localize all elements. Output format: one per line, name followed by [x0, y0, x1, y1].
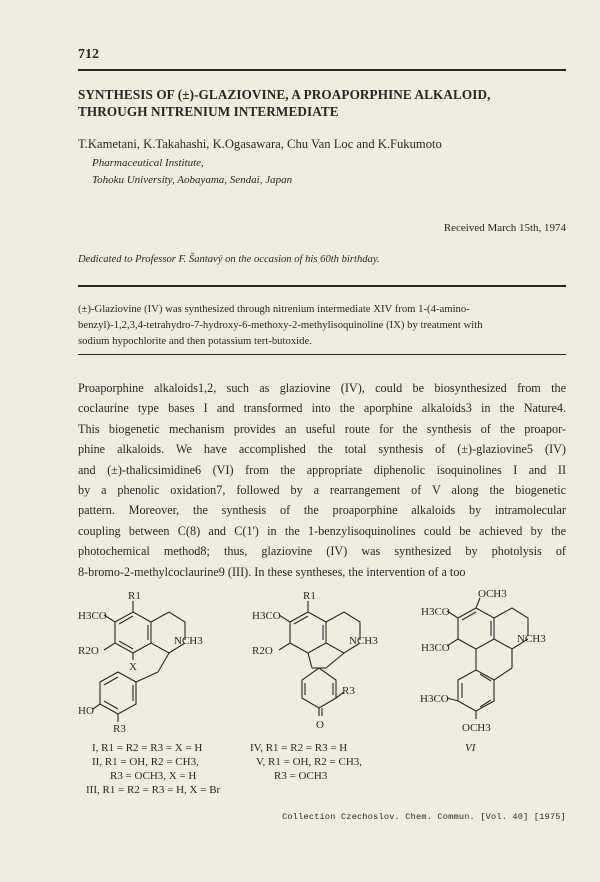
header-rule — [78, 69, 566, 71]
structure-proaporphine — [250, 588, 400, 733]
affiliation-line-1: Pharmaceutical Institute, — [92, 157, 204, 169]
body-line-4: phine alkaloids. We have accomplished the total synthesis of (±)-glaziovine5 (IV) — [78, 442, 566, 457]
body-line-3: This biogenetic mechanism provides an useful route for the synthesis of the proapor- — [78, 421, 566, 436]
page-number: 712 — [78, 47, 99, 62]
body-line-5: and (±)-thalicsimidine6 (VI) from the appropriate diphenolic isoquinolines I and II — [78, 462, 566, 477]
legend-iv: IV, R1 = R2 = R3 = H — [250, 742, 348, 754]
legend-benzylisoquinoline — [86, 741, 221, 797]
article-title — [78, 86, 566, 120]
title-line-2: THROUGH NITRENIUM INTERMEDIATE — [78, 104, 339, 119]
s2-r2o: R2O — [252, 645, 273, 657]
body-line-1: Proaporphine alkaloids1,2, such as glaziovine (IV), could be biosynthesized from the — [78, 381, 566, 395]
legend-i: I, R1 = R2 = R3 = X = H — [92, 742, 203, 754]
body-line-8: coupling between C(8) and C(1') in the 1-benzylisoquinolines could be achieved by the — [78, 523, 566, 538]
s1-ho: HO — [78, 705, 94, 717]
abstract-bottom-rule — [78, 354, 566, 355]
legend-ii-cont: R3 = OCH3, X = H — [110, 770, 197, 782]
s2-r1: R1 — [303, 590, 316, 602]
body-paragraph — [78, 378, 566, 582]
abstract — [78, 301, 566, 349]
dedication: Dedicated to Professor F. Šantavý on the occasion of his 60th birthday. — [78, 254, 380, 265]
abstract-line-2: benzyl)-1,2,3,4-tetrahydro-7-hydroxy-6-methoxy-2-methylisoquinoline (IX) by treatment with — [78, 319, 483, 331]
s3-och3-bottom: OCH3 — [462, 722, 491, 733]
s1-x: X — [129, 661, 137, 673]
author-list: T.Kametani, K.Takahashi, K.Ogasawara, Chu Van Loc and K.Fukumoto — [78, 137, 442, 151]
s3-h3co-3: H3CO — [420, 693, 449, 705]
legend-ii: II, R1 = OH, R2 = CH3, — [92, 756, 199, 768]
structure-aporphine — [418, 588, 568, 733]
s1-r1: R1 — [128, 590, 141, 602]
s1-r3: R3 — [113, 723, 126, 733]
body-line-6: by a phenolic oxidation7, followed by a rearrangement of V along the biogenetic — [78, 483, 566, 498]
s2-h3co: H3CO — [252, 610, 281, 622]
s1-nch3: NCH3 — [174, 635, 203, 647]
received-date: Received March 15th, 1974 — [443, 222, 566, 234]
body-line-9: photochemical method8; thus, glaziovine (IV) was synthesized by photolysis of — [78, 544, 566, 559]
s1-h3co: H3CO — [78, 610, 107, 622]
abstract-top-rule — [78, 285, 566, 287]
structure-benzylisoquinoline — [78, 588, 228, 733]
legend-v-cont: R3 = OCH3 — [274, 770, 328, 782]
legend-iii: III, R1 = R2 = R3 = H, X = Br — [86, 784, 221, 796]
body-line-7: pattern. Moreover, the synthesis of the proaporphine alkaloids by intramolecular — [78, 503, 566, 518]
s1-r2o: R2O — [78, 645, 99, 657]
s2-o: O — [316, 719, 324, 731]
s3-nch3: NCH3 — [517, 633, 546, 645]
s2-nch3: NCH3 — [349, 635, 378, 647]
journal-footer: Collection Czechoslov. Chem. Commun. [Vol. 40] [1975] — [282, 812, 566, 822]
legend-vi: VI — [465, 742, 476, 754]
body-line-10: 8-bromo-2-methylcoclaurine9 (III). In these syntheses, the intervention of a too — [78, 564, 466, 579]
affiliation-line-2: Tohoku University, Aobayama, Sendai, Japan — [92, 174, 293, 186]
abstract-line-1: (±)-Glaziovine (IV) was synthesized through nitrenium intermediate XIV from 1-(4-amino- — [78, 303, 470, 315]
s3-och3-top: OCH3 — [478, 588, 507, 600]
legend-v: V, R1 = OH, R2 = CH3, — [256, 756, 363, 768]
s3-h3co-1: H3CO — [421, 606, 450, 618]
abstract-line-3: sodium hypochlorite and then potassium tert-butoxide. — [78, 335, 312, 347]
legend-proaporphine — [250, 741, 362, 783]
s2-r3: R3 — [342, 685, 355, 697]
title-line-1: SYNTHESIS OF (±)-GLAZIOVINE, A PROAPORPHINE ALKALOID, — [78, 87, 491, 102]
body-line-2: coclaurine type bases I and transformed into the aporphine alkaloids3 in the Nature4. — [78, 401, 566, 416]
s3-h3co-2: H3CO — [421, 642, 450, 654]
